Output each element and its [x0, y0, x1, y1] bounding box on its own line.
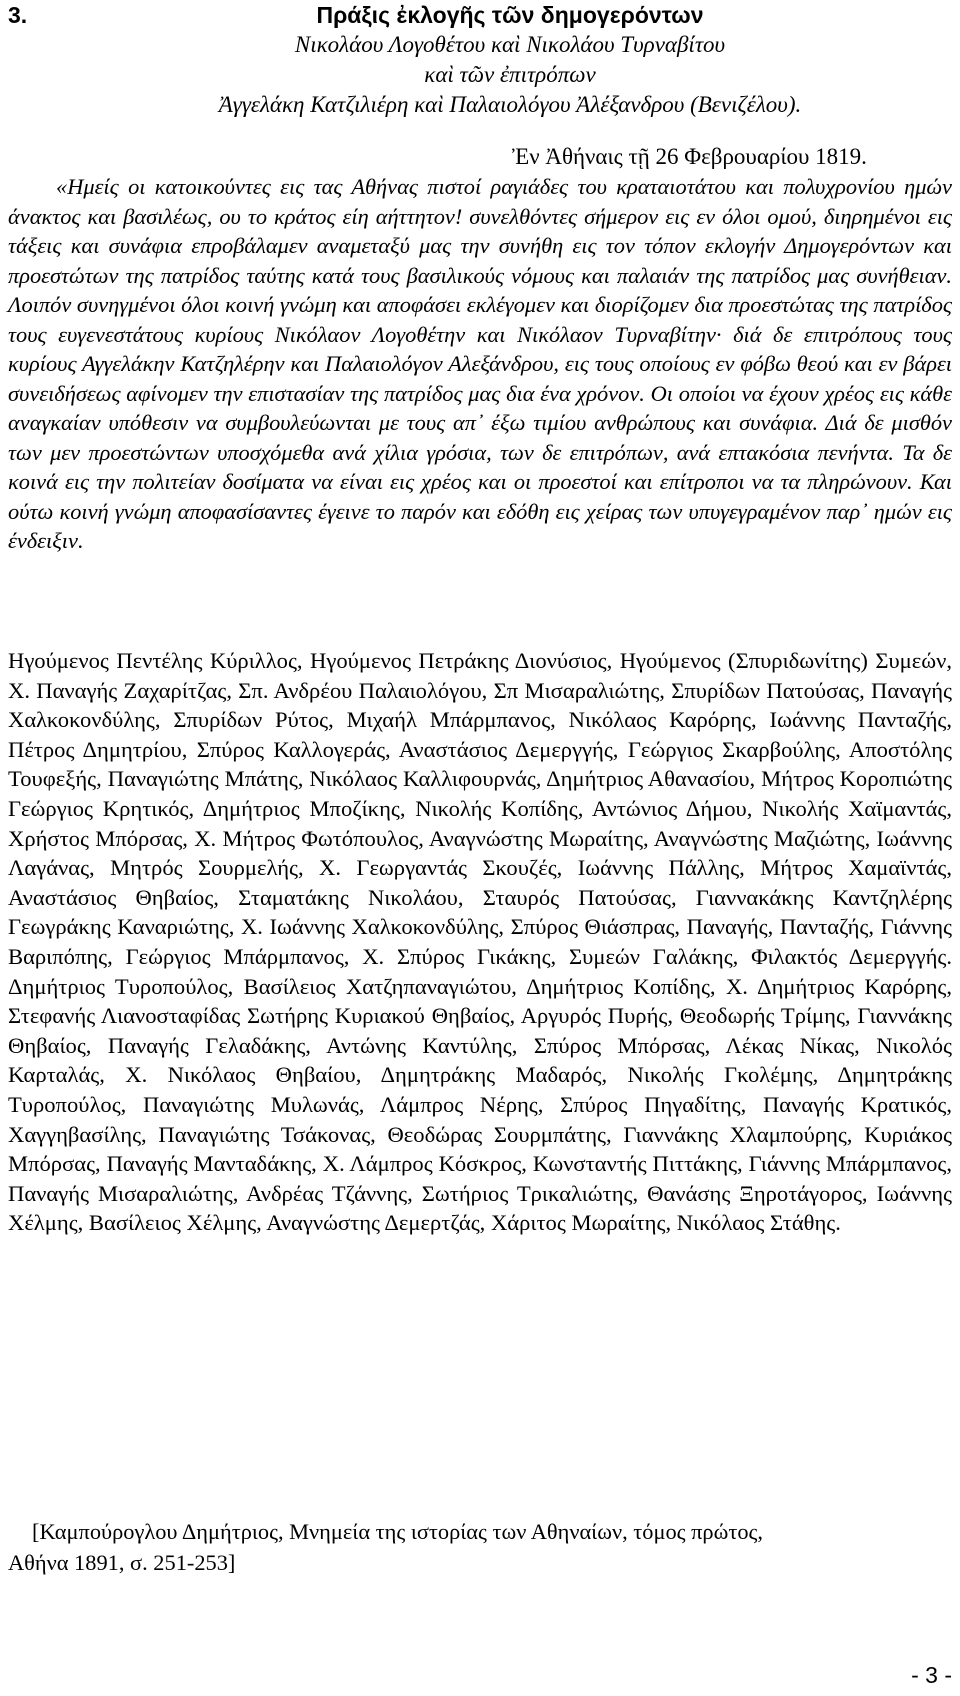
source-line-2: Αθήνα 1891, σ. 251-253]	[8, 1550, 236, 1575]
page-number: - 3 -	[911, 1662, 952, 1688]
title-line-4: Ἀγγελάκη Κατζιλιέρη καὶ Παλαιολόγου Ἀλέξανδρου (Βενιζέλου).	[218, 92, 802, 117]
section-number: 3.	[8, 2, 28, 28]
document-title	[190, 0, 830, 120]
date-line: Ἐν Ἀθήναις τῇ 26 Φεβρουαρίου 1819.	[512, 144, 867, 169]
title-line-3: καὶ τῶν ἐπιτρόπων	[424, 62, 596, 87]
decree-paragraph	[8, 172, 952, 556]
source-citation	[8, 1516, 808, 1578]
signatures-paragraph: Ηγούμενος Πεντέλης Κύριλλος, Ηγούμενος Πετράκης Διονύσιος, Ηγούμενος (Σπυριδωνίτης) Συμεών, Χ. Παναγής Ζαχαρίτζας, Σπ. Ανδρέου Παλαιολόγου, Σπ Μισαραλιώτης, Σπυρίδων Πατούσας, Παναγής Χαλκοκονδύλης, Σπυρίδων Ρύτος, Μιχαήλ Μπάρμπανος, Νικόλαος Καρόρης, Ιωάννης Πανταζής, Πέτρος Δημητρίου, Σπύρος Καλλογεράς, Αναστάσιος Δεμεργγής, Γεώργιος Σκαρβούλης, Αποστόλης Τουφεξής, Παναγιώτης Μπάτης, Νικόλαος Καλλιφουρνάς, Δημήτριος Αθανασίου, Μήτρος Κοροπιώτης Γεώργιος Κρητικός, Δημήτριος Μποζίκης, Νικολής Κοπίδης, Αντώνιος Δήμου, Νικολής Χαϊμαντάς, Χρήστος Μπόρσας, Χ. Μήτρος Φωτόπουλος, Αναγνώστης Μωραίτης, Αναγνώστης Μαζιώτης, Ιωάννης Λαγάνας, Μητρός Σουρμελής, Χ. Γεωργαντάς Σκουζές, Ιωάννης Πάλλης, Μήτρος Χαμαϊντάς, Αναστάσιος Θηβαίος, Σταματάκης Νικολάου, Σταυρός Πατούσας, Γιαννακάκης Καντζηλέρης Γεωγράκης Καναριώτης, Χ. Ιωάννης Χαλκοκονδύλης, Σπύρος Θιάσπρας, Παναγής, Πανταζής, Γιάννης Βαριπόπης, Γεώργιος Μπάρμπανος, Χ. Σπύρος Γικάκης, Συμεών Γαλάκης, Φιλακτός Δεμεργγής. Δημήτριος Τυροπούλος, Βασίλειος Χατζηπαναγιώτου, Δημήτριος Κοπίδης, Χ. Δημήτριος Καρόρης, Στεφανής Λιανοσταφίδας Σωτήρης Κυριακού Θηβαίος, Αργυρός Πυρής, Θεοδωρής Τρίμης, Γιαννάκης Θηβαίος, Παναγής Γελαδάκης, Αντώνης Καντύλης, Σπύρος Μπόρσας, Λέκας Νίκας, Νικολός Καρταλάς, Χ. Νικόλαος Θηβαίου, Δημητράκης Μαδαρός, Νικολής Γκολέμης, Δημητράκης Τυροπούλος, Παναγιώτης Μυλωνάς, Λάμπρος Νέρης, Σπύρος Πηγαδίτης, Παναγής Κρατικός, Χαγγηβασίλης, Παναγιώτης Τσάκονας, Θεοδώρας Σουρμπάτης, Γιαννάκης Χλαμπούρης, Κυριάκος Μπόρσας, Παναγής Μανταδάκης, Χ. Λάμπρος Κόσκρος, Κωνσταντής Πιττάκης, Γιάννης Μπάρμπανος, Παναγής Μισαραλιώτης, Ανδρέας Τζάννης, Σωτήριος Τρικαλιώτης, Θανάσης Ξηροτάγορος, Ιωάννης Χέλμης, Βασίλειος Χέλμης, Αναγνώστης Δεμερτζάς, Χάριτος Μωραίτης, Νικόλαος Στάθης.	[8, 648, 952, 1236]
source-line-1: [Καμπούρογλου Δημήτριος, Μνημεία της ιστορίας των Αθηναίων, τόμος πρώτος,	[32, 1519, 763, 1544]
decree-text: «Ημείς οι κατοικούντες εις τας Αθήνας πιστοί ραγιάδες του κραταιοτάτου και πολυχρονίου ημών άνακτος και βασιλέως, ου το κράτος είη αήττητον! συνελθόντες σήμερον εις εν όλοι ομού, διηρημένοι εις τάξεις και συνάφια επροβάλαμεν αναμεταξύ μας την συνήθη εις τον τόπον εκλογήν Δημογερόντων και προεστώτων της πατρίδος ταύτης κατά τους βασιλικούς νόμους και παλαιάν της πατρίδος μας συνήθειαν. Λοιπόν συνηγμένοι όλοι κοινή γνώμη και αποφάσει εκλέγομεν και διορίζομεν δια προεστώτας της πατρίδος τους ευγενεστάτους κυρίους Νικόλαον Λογοθέτην και Νικόλαον Τυρναβίτην· διά δε επιτρόπους τους κυρίους Αγγελάκην Κατζηλέρην και Παλαιολόγον Αλεξάνδρου, εις τους οποίους εν φόβω θεού και εν βάρει συνειδήσεως αφίνομεν την επιστασίαν της πατρίδος μας δια ένα χρόνον. Οι οποίοι να έχουν χρέος εις κάθε αναγκαίαν υπόθεσιν να συμβουλεύωνται με τους απ᾽ έξω τιμίου ανθρώπους και συνάφια. Διά δε μισθόν των μεν προεστώντων υποσχόμεθα ανά χίλια γρόσια, των δε επιτρόπων, ανά επτακόσια πενήντα. Τα δε κοινά εις την πολιτείαν δοσίματα να είναι εις χρέος και οι προεστοί και επίτροποι να τα πληρώνουν. Και ούτω κοινή γνώμη αποφασίσαντες έγεινε το παρόν και εδόθη εις χείρας των υπυγεγραμένον παρ᾽ ημών εις ένδειξιν.	[8, 174, 952, 553]
title-line-1: Πράξις ἐκλογῆς τῶν δημογερόντων	[316, 2, 704, 28]
title-line-2: Νικολάου Λογοθέτου καὶ Νικολάου Τυρναβίτου	[294, 32, 726, 57]
decree-indent	[8, 174, 56, 199]
